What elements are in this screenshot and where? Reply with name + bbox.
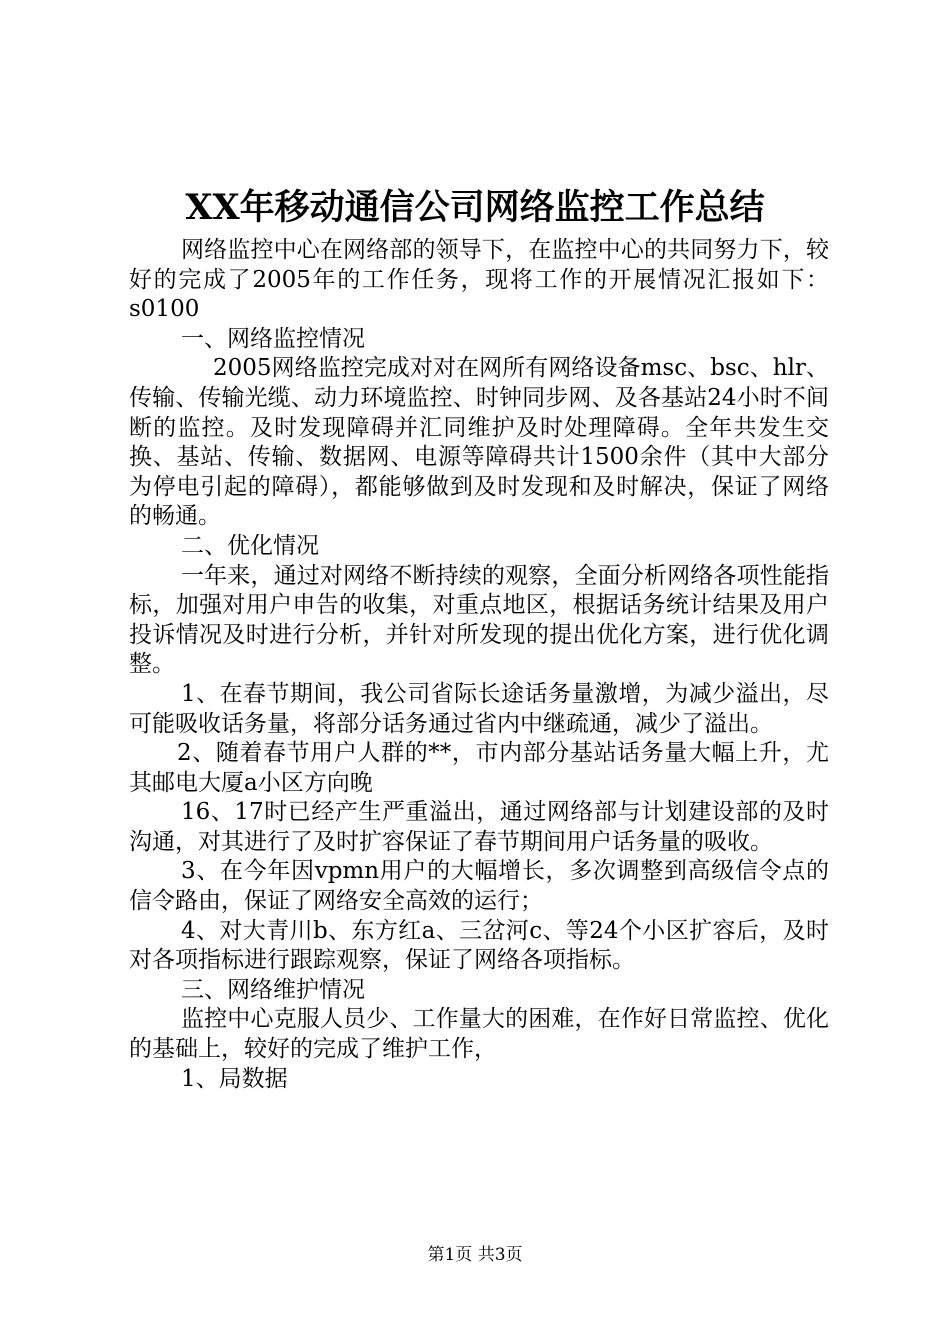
intro-paragraph: 网络监控中心在网络部的领导下，在监控中心的共同努力下，较好的完成了2005年的工作任务，现将工作的开展情况汇报如下：s0100 <box>129 237 829 323</box>
section-heading-monitoring: 一、网络监控情况 <box>181 325 365 352</box>
section-heading-optimization: 二、优化情况 <box>181 532 319 559</box>
document-title: XX年移动通信公司网络监控工作总结 <box>185 187 765 228</box>
maintenance-paragraph: 监控中心克服人员少、工作量大的困难，在作好日常监控、优化的基础上，较好的完成了维护工作， <box>129 1006 829 1063</box>
optimization-item-2: 2、随着春节用户人群的**，市内部分基站话务量大幅上升，尤其邮电大厦a小区方向晚 <box>129 740 829 796</box>
section-heading-maintenance: 三、网络维护情况 <box>181 976 365 1003</box>
optimization-item-4: 4、对大青川b、东方红a、三岔河c、等24个小区扩容后，及时对各项指标进行跟踪观察，保证了网络各项指标。 <box>129 917 829 974</box>
optimization-item-3: 3、在今年因vpmn用户的大幅增长，多次调整到高级信令点的信令路由，保证了网络安全高效的运行； <box>129 858 829 915</box>
optimization-paragraph: 一年来，通过对网络不断持续的观察，全面分析网络各项性能指标，加强对用户申告的收集，对重点地区，根据话务统计结果及用户投诉情况及时进行分析，并针对所发现的提出优化方案，进行优化调整。 <box>129 562 829 678</box>
optimization-item-1: 1、在春节期间，我公司省际长途话务量激增，为减少溢出，尽可能吸收话务量，将部分话务通过省内中继疏通，减少了溢出。 <box>129 680 829 737</box>
optimization-item-2-cont: 16、17时已经产生严重溢出，通过网络部与计划建设部的及时沟通，对其进行了及时扩容保证了春节期间用户话务量的吸收。 <box>129 799 829 855</box>
maintenance-item-1: 1、局数据 <box>181 1065 288 1092</box>
document-body <box>129 236 829 1094</box>
page-number: 第1页 共3页 <box>427 1245 523 1265</box>
monitoring-paragraph: 2005网络监控完成对对在网所有网络设备msc、bsc、hlr、传输、传输光缆、动力环境监控、时钟同步网、及各基站24小时不间断的监控。及时发现障碍并汇同维护及时处理障碍。全年共发生交换、基站、传输、数据网、电源等障碍共计1500余件（其中大部分为停电引起的障碍），都能够做到及时发现和及时解决，保证了网络的畅通。 <box>129 355 829 530</box>
